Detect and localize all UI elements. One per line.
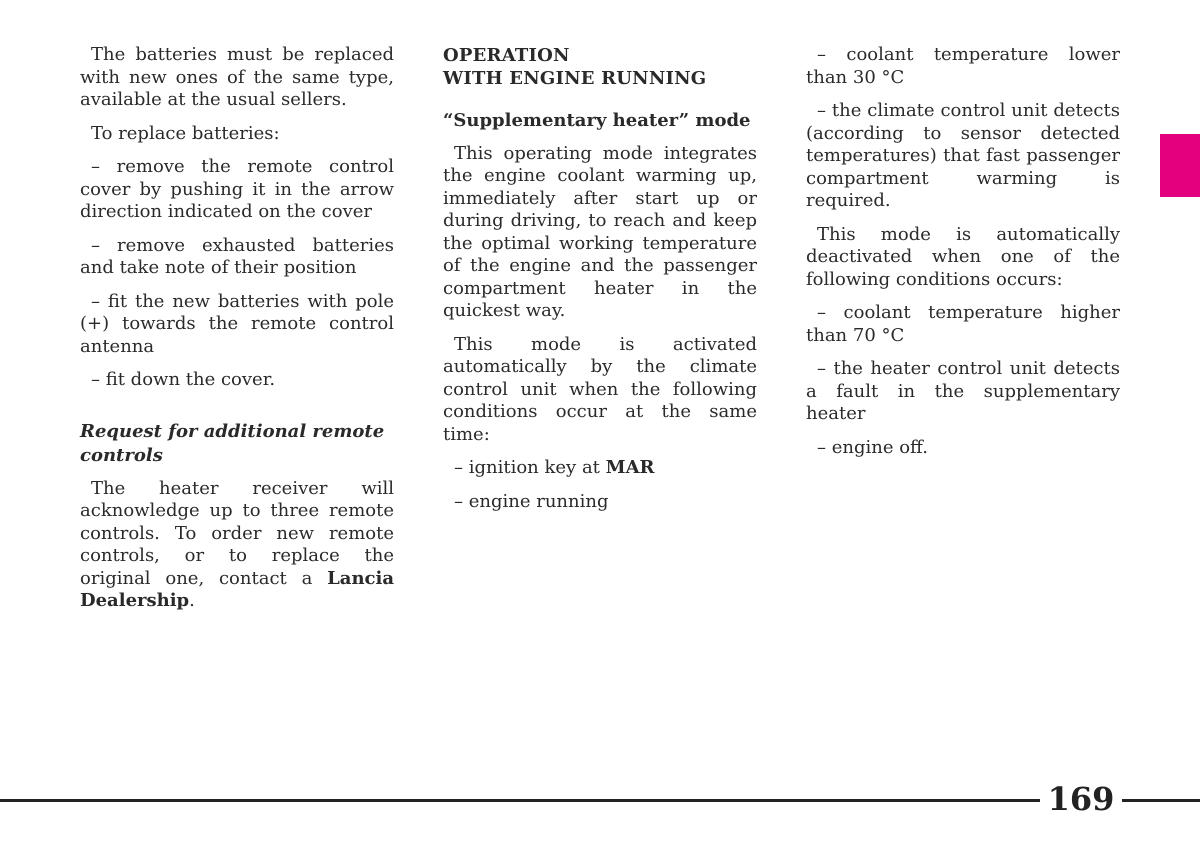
- column-right: [806, 44, 1120, 470]
- operating-mode-paragraph: This operating mode integrates the engine coolant warming up, immediately after start up or during driving, to reach and keep the optimal working temperature of the engine and the passenger compartment heater in the quickest way.: [443, 142, 757, 321]
- footer-rule-left: [0, 799, 1040, 802]
- condition-ignition-key: [443, 457, 757, 480]
- additional-remotes-end: .: [189, 590, 195, 611]
- step-remove-cover: – remove the remote control cover by pushing it in the arrow direction indicated on the cover: [80, 156, 394, 222]
- supplementary-heater-heading: “Supplementary heater” mode: [443, 110, 751, 131]
- condition-engine-running: – engine running: [454, 490, 609, 512]
- footer-rule-right: [1122, 799, 1200, 802]
- additional-remotes-text: The heater receiver will acknowledge up to three remote controls. To order new remote controls, or to replace the original one, contact a: [80, 477, 394, 589]
- deactivation-paragraph: This mode is automatically deactivated when one of the following conditions occurs:: [806, 223, 1120, 290]
- condition-ignition-text: – ignition key at: [454, 457, 606, 478]
- page-number: 169: [1047, 780, 1115, 818]
- section-tab-marker: [1160, 134, 1200, 197]
- deactivation-engine-off: – engine off.: [817, 436, 928, 458]
- step-fit-batteries: – fit the new batteries with pole (+) towards the remote control antenna: [80, 290, 394, 357]
- operation-heading-line2: WITH ENGINE RUNNING: [443, 68, 707, 89]
- step-remove-batteries: – remove exhausted batteries and take note of their position: [80, 234, 394, 278]
- condition-fast-warming: – the climate control unit detects (according to sensor detected temperatures) that fast passenger compartment warming is required.: [806, 100, 1120, 211]
- deactivation-heater-fault: – the heater control unit detects a fault in the supplementary heater: [806, 358, 1120, 424]
- activation-paragraph: This mode is activated automatically by the climate control unit when the following conditions occur at the same time:: [443, 333, 757, 445]
- additional-remotes-heading: Request for additional remote controls: [80, 420, 385, 466]
- operation-heading-line1: OPERATION: [443, 45, 570, 66]
- condition-coolant-low: – coolant temperature lower than 30 °C: [806, 44, 1120, 88]
- additional-remotes-paragraph: [80, 478, 394, 613]
- column-middle: [443, 44, 757, 524]
- operation-heading: [443, 44, 757, 90]
- step-fit-cover: – fit down the cover.: [91, 369, 276, 390]
- dealership-name: Lancia Dealership: [80, 567, 394, 611]
- deactivation-coolant-high: – coolant temperature higher than 70 °C: [806, 302, 1120, 346]
- battery-replacement-paragraph: The batteries must be replaced with new ones of the same type, available at the usual sellers.: [80, 44, 394, 110]
- key-position-mar: MAR: [605, 457, 655, 478]
- column-left: [80, 44, 394, 624]
- replace-batteries-intro: To replace batteries:: [91, 122, 280, 144]
